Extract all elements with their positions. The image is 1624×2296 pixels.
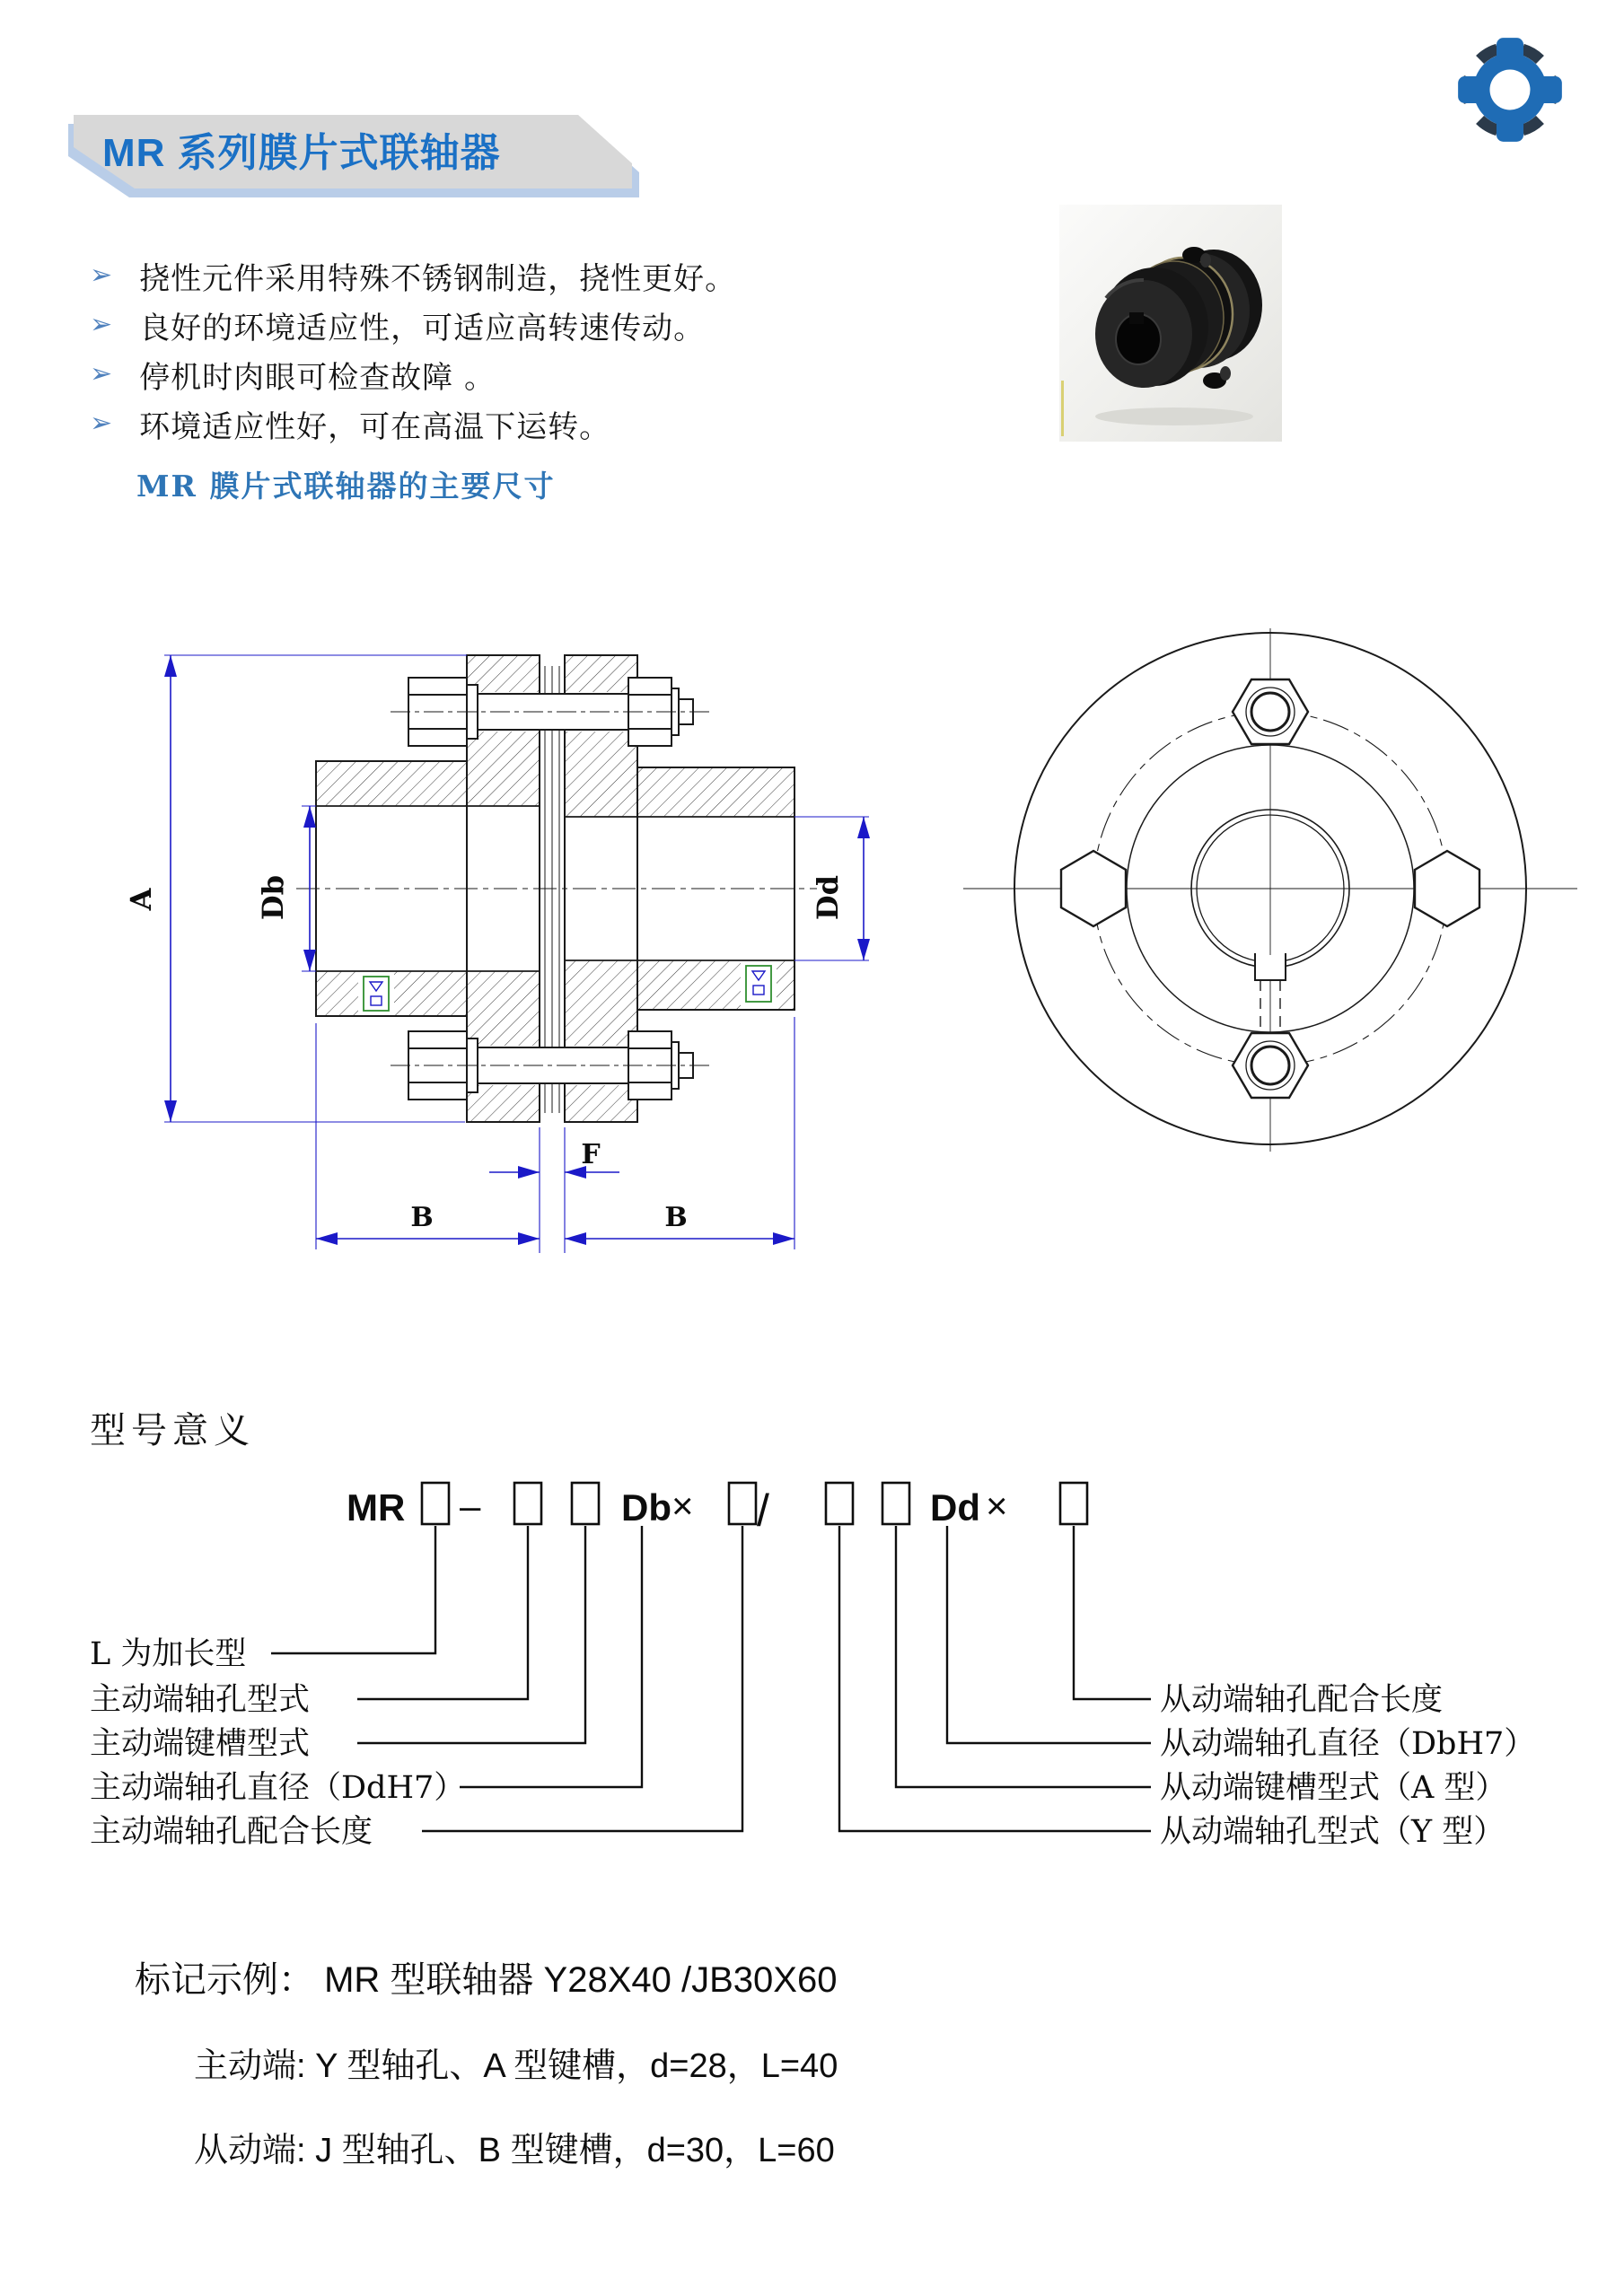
model-labels-right — [1160, 1682, 1535, 1850]
label-driven-key-type: 从动端键槽型式（A 型） — [1160, 1770, 1507, 1806]
model-designation-diagram — [0, 1463, 1624, 1867]
formula-dd: Dd — [930, 1486, 980, 1529]
title-banner — [65, 108, 675, 206]
feature-item — [90, 304, 705, 346]
label-drive-fit-length: 主动端轴孔配合长度 — [90, 1814, 373, 1850]
logo-blue-cross — [1458, 38, 1562, 142]
feature-item — [90, 403, 610, 444]
label-driven-bore-type: 从动端轴孔型式（Y 型） — [1160, 1814, 1505, 1850]
label-drive-bore-dia: 主动端轴孔直径（DdH7） — [90, 1770, 466, 1806]
formula-dash: – — [460, 1485, 481, 1527]
dim-label-b-right: B — [664, 1202, 688, 1233]
product-photo — [1059, 205, 1282, 442]
label-driven-fit-length: 从动端轴孔配合长度 — [1160, 1682, 1444, 1718]
formula-times2: × — [986, 1485, 1008, 1527]
dim-label-dd: Dd — [811, 874, 845, 921]
side-section-view — [296, 655, 817, 1122]
dim-label-f: F — [581, 1139, 601, 1170]
dim-label-db: Db — [256, 874, 290, 921]
formula-db: Db — [621, 1486, 672, 1529]
marking-example-title: 标记示例： MR 型联轴器 Y28X40 /JB30X60 — [135, 1960, 838, 2000]
label-drive-key-type: 主动端键槽型式 — [90, 1726, 311, 1762]
top-bolt — [391, 678, 709, 746]
dim-label-b-left: B — [410, 1202, 434, 1233]
photo-shadow — [1095, 407, 1253, 425]
marking-example-drive-end: 主动端: Y 型轴孔、A 型键槽，d=28，L=40 — [194, 2047, 838, 2085]
label-driven-bore-dia: 从动端轴孔直径（DbH7） — [1160, 1726, 1536, 1762]
feature-text: 良好的环境适应性，可适应高转速传动。 — [139, 310, 706, 346]
model-formula — [347, 1483, 1087, 1536]
feature-text: 停机时肉眼可检查故障 。 — [139, 359, 496, 396]
feature-text: 挠性元件采用特殊不锈钢制造，挠性更好。 — [139, 260, 737, 297]
bullet-arrow-icon: ➢ — [90, 259, 113, 291]
page-title: MR 系列膜片式联轴器 — [102, 131, 501, 175]
label-extended-type: L 为加长型 — [90, 1636, 247, 1672]
formula-times1: × — [672, 1485, 694, 1527]
bullet-arrow-icon: ➢ — [90, 358, 113, 390]
feature-item — [90, 354, 496, 395]
feature-text: 环境适应性好，可在高温下运转。 — [139, 408, 611, 445]
label-drive-bore-type: 主动端轴孔型式 — [90, 1682, 311, 1718]
company-logo-icon — [1456, 36, 1564, 144]
dimensions-subtitle: MR 膜片式联轴器的主要尺寸 — [136, 469, 556, 504]
formula-slash: / — [757, 1485, 769, 1536]
feature-item — [90, 255, 736, 296]
dim-label-a: A — [124, 888, 158, 911]
front-view — [963, 628, 1577, 1152]
bottom-bolt — [391, 1031, 709, 1100]
model-section-heading: 型号意义 — [90, 1410, 255, 1451]
marking-example-driven-end: 从动端: J 型轴孔、B 型键槽，d=30，L=60 — [194, 2132, 835, 2169]
formula-prefix: MR — [347, 1486, 406, 1529]
bullet-arrow-icon: ➢ — [90, 309, 113, 340]
photo-edge-artifact — [1061, 381, 1064, 436]
technical-drawing — [0, 619, 1624, 1337]
bullet-arrow-icon: ➢ — [90, 407, 113, 439]
